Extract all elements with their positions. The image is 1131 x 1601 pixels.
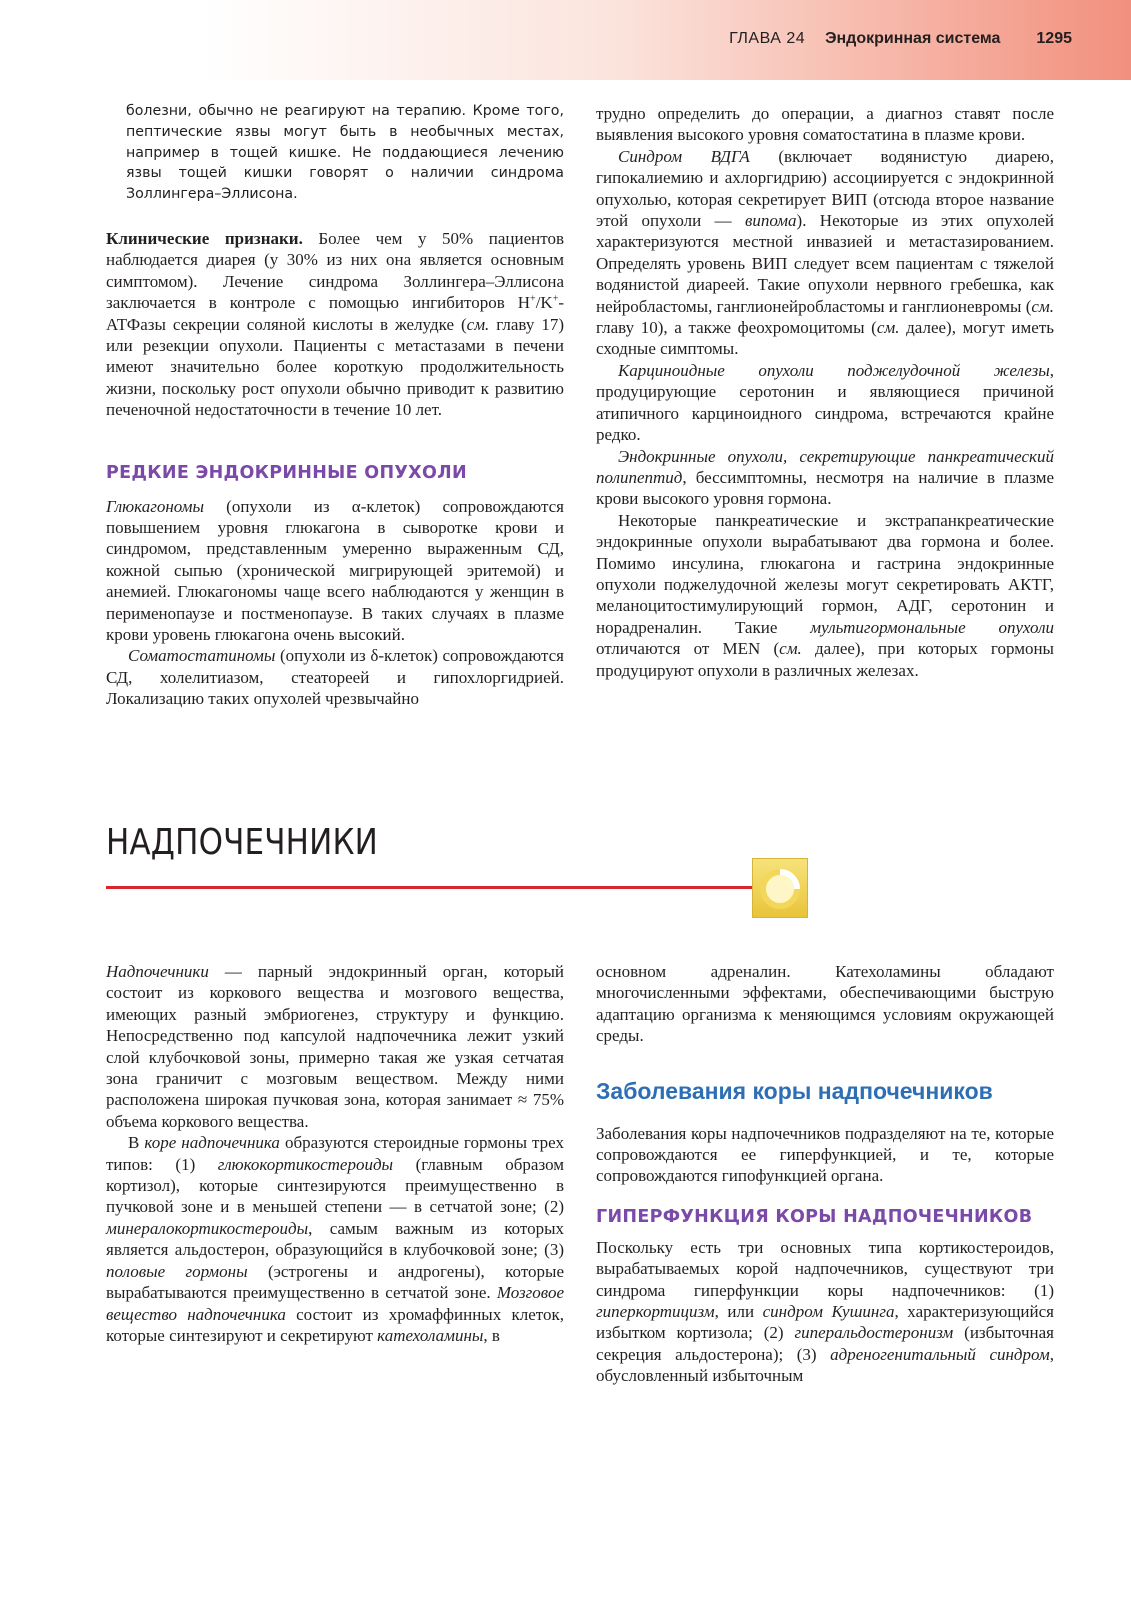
adrenogenital-term: адреногенитальный синдром (830, 1344, 1050, 1364)
vip-text-3: главу 10), а также феохромоцитомы ( (596, 318, 877, 338)
hypercorticism-term: гиперкортицизм (596, 1302, 715, 1322)
cortex-diseases-paragraph: Заболевания коры надпочечников подразделяют на те, которые сопровождаются ее гиперфункцией, и те, которые сопровождаются гипофункцией органа. (596, 1123, 1054, 1186)
vip-text-4: далее), могут иметь сходные симптомы. (596, 318, 1054, 359)
bottom-right-column (596, 961, 1054, 1387)
carcinoid-paragraph (596, 360, 1054, 446)
text-run: образуются стероидные гормоны трех типов: (1) (106, 1133, 565, 1174)
adrenal-term: Надпочечники (106, 962, 209, 981)
box-note-continuation: болезни, обычно не реагируют на терапию. Кроме того, пептические язвы могут быть в необычных местах, например в тощей кишке. Не поддающиеся лечению язвы тощей кишки говорят о наличии синдрома Золлингера–Эллисона. (126, 103, 564, 203)
cushing-term: синдром Кушинга (762, 1302, 895, 1322)
vip-text-2: ). Некоторые из этих опухолей характеризуются местной инвазией и метастазированием. Определять уровень ВИП следует всем пациентам с тяжелой водянистой диареей. Такие опухоли нервного гребешка, как нейробластомы, ганглионейробластомы и ганглионевромы ( (596, 211, 1054, 316)
multi-text-2: отличаются от MEN ( (596, 639, 780, 659)
hyperfunction-heading: ГИПЕРФУНКЦИЯ КОРЫ НАДПОЧЕЧНИКОВ (596, 1206, 1033, 1227)
multi-text-1: Некоторые панкреатические и экстрапанкреатические эндокринные опухоли вырабатывают два гормона и более. Помимо инсулина, глюкагона и гастрина эндокринные опухоли поджелудочной железы могут секретировать АКТГ, меланоцитостимулирующий гормон, АДГ, серотонин и норадреналин. Такие (596, 510, 1054, 637)
hyperaldosteronism-term: гиперальдостеронизм (794, 1323, 954, 1343)
clinical-text-3: главу 17) или резекции опухоли. Пациенты с метастазами в печени имеют значительно более короткую продолжительность жизни, поскольку рост опухоли обычно приводит к развитию печеночной недостаточности в течение 10 лет. (106, 314, 564, 420)
text-run: (эстрогены и андрогены), которые вырабатываются преимущественно в сетчатой зоне. (106, 1261, 564, 1303)
text-run: , характеризующийся избытком кортизола; (2) (596, 1302, 1054, 1343)
vip-paragraph (596, 146, 1054, 360)
bottom-left-column (106, 961, 564, 1346)
section-badge-icon (752, 858, 808, 918)
see-ref: см. (876, 318, 900, 338)
somatostatinoma-text: (опухоли из δ-клеток) сопровождаются СД, холелитиазом, стеатореей и гипохлоргидрией. Локализацию таких опухолей чрезвычайно (106, 646, 564, 709)
multihormonal-paragraph (596, 510, 1054, 681)
somatostatinoma-paragraph (106, 645, 564, 709)
cortex-diseases-heading: Заболевания коры надпочечников (596, 1077, 993, 1104)
text-run: Поскольку есть три основных типа кортикостероидов, вырабатываемых корой надпочечников, существуют три синдрома гиперфункции коры надпочечников: (1) (596, 1237, 1054, 1300)
glucagonoma-paragraph (106, 496, 564, 646)
hyperfunction-paragraph (596, 1237, 1054, 1387)
text-run: , в (483, 1325, 500, 1345)
section-rule (106, 886, 758, 889)
multi-term: мультигормональные опухоли (810, 617, 1054, 637)
pp-text: , бессимптомны, несмотря на наличие в плазме крови высокого уровня гормона. (596, 467, 1054, 509)
cortex-term: коре надпочечника (144, 1133, 280, 1153)
medulla-term: Мозговое вещество надпочечника (106, 1283, 564, 1324)
circle-badge-icon (753, 859, 807, 917)
carcinoid-term: Карциноидные опухоли поджелудочной железы (618, 360, 1050, 380)
text-run: , или (714, 1302, 763, 1322)
top-right-column (596, 103, 1054, 681)
see-ref: см. (466, 314, 490, 334)
vip-text-1: (включает водянистую диарею, гипокалиемию и ахлоргидрию) ассоциируется с эндокринной опухолью, которая секретирует ВИП (отсюда второе название этой опухоли — (596, 146, 1054, 231)
text-run: состоит из хромаффинных клеток, которые синтезируют и секретируют (106, 1304, 565, 1345)
rare-tumors-heading: РЕДКИЕ ЭНДОКРИННЫЕ ОПУХОЛИ (106, 462, 467, 483)
adrenal-intro-paragraph (106, 961, 564, 1132)
text-run: , самым важным из которых является альдостерон, образующийся в клубочковой зоне; (3) (106, 1218, 564, 1260)
text-run: (избыточная секреция альдостерона); (3) (596, 1323, 1054, 1364)
glucagonoma-term: Глюкагономы (106, 496, 204, 516)
vipoma-term: випома (744, 211, 797, 231)
multi-text-3: далее), при которых гормоны продуцируют опухоли в различных железах. (596, 639, 1054, 680)
clinical-label: Клинические признаки. (106, 228, 303, 248)
text-run: В (128, 1133, 145, 1153)
sup-k: + (552, 293, 559, 305)
vip-term: Синдром ВДГА (618, 146, 750, 166)
k-label: /K (535, 293, 553, 313)
somatostatinoma-continuation: трудно определить до операции, а диагноз ставят после выявления высокого уровня соматостатина в плазме крови. (596, 104, 1054, 145)
section-title: НАДПОЧЕЧНИКИ (106, 822, 378, 863)
text-run: , обусловленный избыточным (596, 1344, 1054, 1386)
pp-term: Эндокринные опухоли, секретирующие панкреатический полипептид (596, 446, 1054, 487)
cortex-hormones-paragraph (106, 1132, 564, 1346)
see-ref: см. (1031, 296, 1055, 316)
mineralocorticoid-term: минералокортикостероиды (106, 1218, 309, 1238)
glucocorticoid-term: глюкокортикостероиды (217, 1154, 394, 1174)
sex-hormones-term: половые гормоны (106, 1261, 248, 1281)
page-number: 1295 (1036, 30, 1072, 47)
chapter-label: ГЛАВА 24 (729, 30, 806, 47)
glucagonoma-text: (опухоли из α-клеток) сопровождаются повышением уровня глюкагона в сыворотке крови и синдромом, представленным умеренно выраженным СД, кожной сыпью (хронической мигрирующей эритемой) и анемией. Глюкагономы чаще всего наблюдаются у женщин в перименопаузе и постменопаузе. В таких случаях в плазме крови уровень глюкагона очень высокий. (106, 496, 564, 645)
sup-h: + (530, 293, 536, 305)
text-run: (главным образом кортизол), которые синтезируются преимущественно в пучковой зоне и в меньшей степени — в сетчатой зоне; (2) (106, 1154, 564, 1217)
somatostatinoma-term: Соматостатиномы (128, 646, 276, 666)
catecholamines-term: катехоламины (377, 1325, 484, 1345)
running-header (600, 30, 1072, 48)
clinical-paragraph (106, 228, 564, 421)
pp-paragraph (596, 446, 1054, 510)
see-ref: см. (779, 639, 802, 659)
chapter-title: Эндокринная система (825, 30, 1001, 47)
clinical-text-2: -АТФазы секреции соляной кислоты в желудке ( (106, 293, 564, 334)
top-left-column (106, 101, 564, 710)
catecholamine-continuation: основном адреналин. Катехоламины обладают многочисленными эффектами, обеспечивающими быструю адаптацию организма к меняющимся условиям окружающей среды. (596, 962, 1054, 1046)
clinical-text-1: Более чем у 50% пациентов наблюдается диарея (у 30% из них она является основным симптомом). Лечение синдрома Золлингера–Эллисона заключается в контроле с помощью ингибиторов H (106, 228, 564, 313)
carcinoid-text: , продуцирующие серотонин и являющиеся причиной атипичного карциноидного синдрома, встречаются крайне редко. (596, 360, 1054, 445)
adrenal-intro-text: — парный эндокринный орган, который состоит из коркового вещества и мозгового вещества, имеющих разный эмбриогенез, структуру и функцию. Непосредственно под капсулой надпочечника лежит узкий слой клубочковой зоны, примерно такая же узкая сетчатая зона граничит с мозговым веществом. Между ними расположена широкая пучковая зона, которая занимает ≈ 75% объема коркового вещества. (106, 962, 564, 1131)
